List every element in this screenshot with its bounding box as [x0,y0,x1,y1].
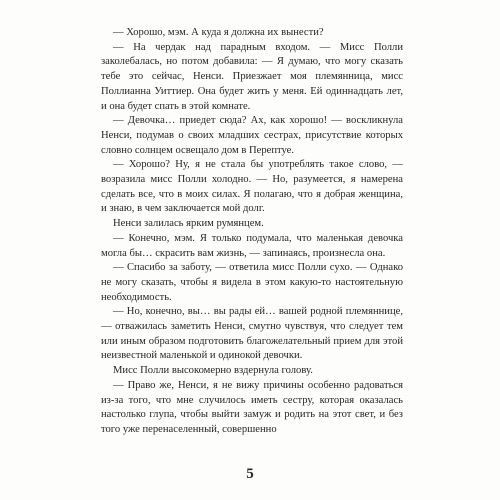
paragraph: — Конечно, мэм. Я только подумала, что маленькая девочка могла бы… скрасить вам жизнь, — запинаясь, произнесла она. [101,232,403,259]
paragraph: — Право же, Ненси, я не вижу причины особенно радоваться из-за того, что мне случилось иметь сестру, которая оказалась настолько глупа, чтобы выйти замуж и родить на этот свет, и без того уже перенаселенный, совершенно [101,379,403,435]
paragraph: — Спасибо за заботу, — ответила мисс Полли сухо. — Однако не могу сказать, чтобы я видела в этом какую-то настоятельную необходимость. [101,262,403,303]
page-number: 5 [246,466,254,482]
paragraph: — Девочка… приедет сюда? Ах, как хорошо! — воскликнула Ненси, подумав о своих младших сестрах, присутствие которых словно солнцем освещало дом в Перептуе. [101,115,403,156]
paragraph: Ненси залилась ярким румянцем. [113,218,264,230]
paragraph: — Но, конечно, вы… вы рады ей… вашей родной племяннице, — отважилась заметить Ненси, смутно чувствуя, что следует тем или иным образом подготовить благожелательный прием для этой неизвестной маленькой и одинокой девочки. [101,306,403,362]
paragraph: — Хорошо, мэм. А куда я должна их вынести? [113,27,324,38]
paragraph: Мисс Полли высокомерно вздернула голову. [113,365,313,377]
page-text [101,26,403,438]
paragraph: — На чердак над парадным входом. — Мисс Полли заколебалась, но потом добавила: — Я думаю, что могу сказать тебе это сейчас, Ненси. Приезжает моя племянница, мисс Поллианна Уиттиер. Она будет жить у меня. Ей одиннадцать лет, и она будет спать в этой комнате. [101,41,403,112]
paragraph: — Хорошо? Ну, я не стала бы употреблять такое слово, — возразила мисс Полли холодно. — Но, разумеется, я намерена сделать все, что в моих силах. Я полагаю, что я добрая женщина, и знаю, в чем заключается мой долг. [101,159,403,215]
